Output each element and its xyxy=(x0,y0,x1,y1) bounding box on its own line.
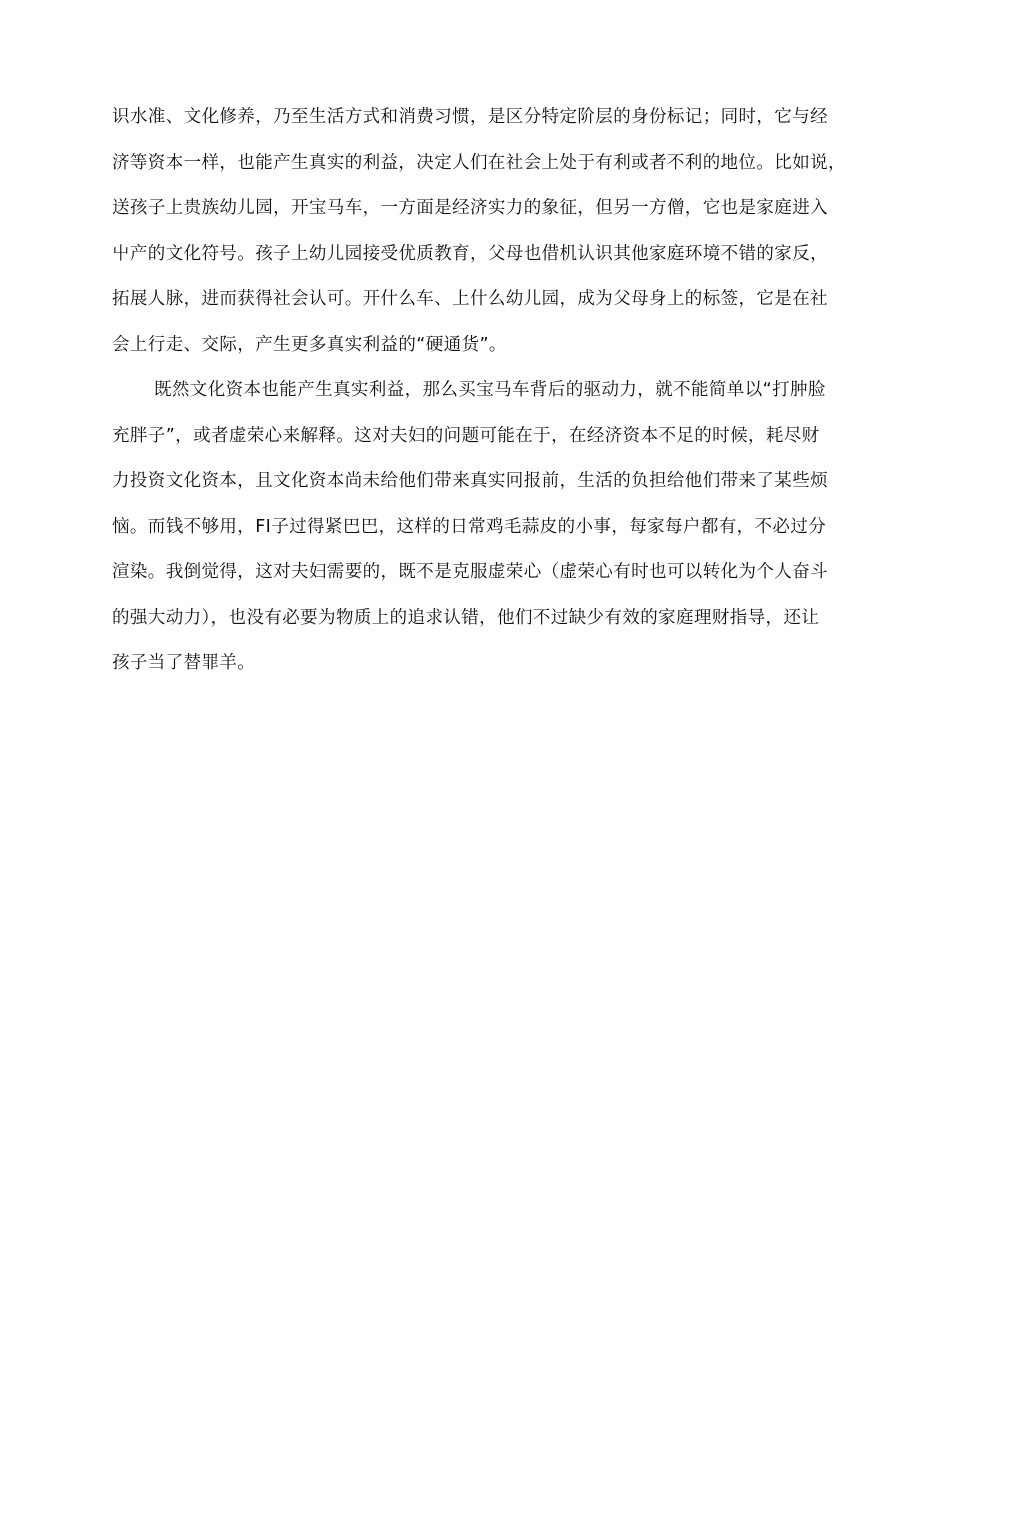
text-line: 的强大动力），也没有必要为物质上的追求认错，他们不过缺少有效的家庭理财指导，还让 xyxy=(112,607,820,628)
text-line: 屮产的文化符号。孩子上幼儿园接受优质教育，父母也借机认识其他家庭环境不错的家反， xyxy=(112,243,828,264)
text-line: 恼。而钱不够用，FI子过得紧巴巴，这样的日常鸡毛蒜皮的小事，每家每户都有，不必过分 xyxy=(112,516,827,537)
paragraph xyxy=(112,371,852,690)
text-line: 渲染。我倒觉得，这对夫妇需要的，既不是克服虚荣心（虚荣心有时也可以转化为个人奋斗 xyxy=(112,562,828,582)
text-line: 充胖子”，或者虚荣心来解释。这对夫妇的问题可能在于，在经济资本不足的时候，耗尽财 xyxy=(112,425,820,446)
text-line: 会上行走、交际，产生更多真实利益的“硬通货”。 xyxy=(112,334,507,355)
text-line: 力投资文化资本，且文化资本尚未给他们带来真实冋报前，生活的负担给他们带来了某些烦 xyxy=(112,471,828,491)
text-line: 识水准、文化修养，乃至生活方式和消费习惯，是区分特定阶层的身份标记；同时，它与经 xyxy=(112,107,828,127)
text-line: 送孩子上贵族幼儿园，开宝马车，一方面是经济实力的象征，但另一方僧，它也是家庭进入 xyxy=(112,198,828,218)
text-line: 孩子当了替罪羊。 xyxy=(112,653,256,673)
text-line: 拓展人脉，进而获得社会认可。开什么车、上什么幼儿园，成为父母身上的标签，它是在社 xyxy=(112,289,828,309)
text-line: 济等资本一样，也能产生真实的利益，决定人们在社会上处于有利或者不利的地位。比如说， xyxy=(112,152,846,173)
paragraph xyxy=(112,98,852,371)
document-body xyxy=(112,98,852,690)
text-line: 既然文化资本也能产生真实利益，那么买宝马车背后的驱动力，就不能简单以“打肿脸 xyxy=(154,380,826,400)
